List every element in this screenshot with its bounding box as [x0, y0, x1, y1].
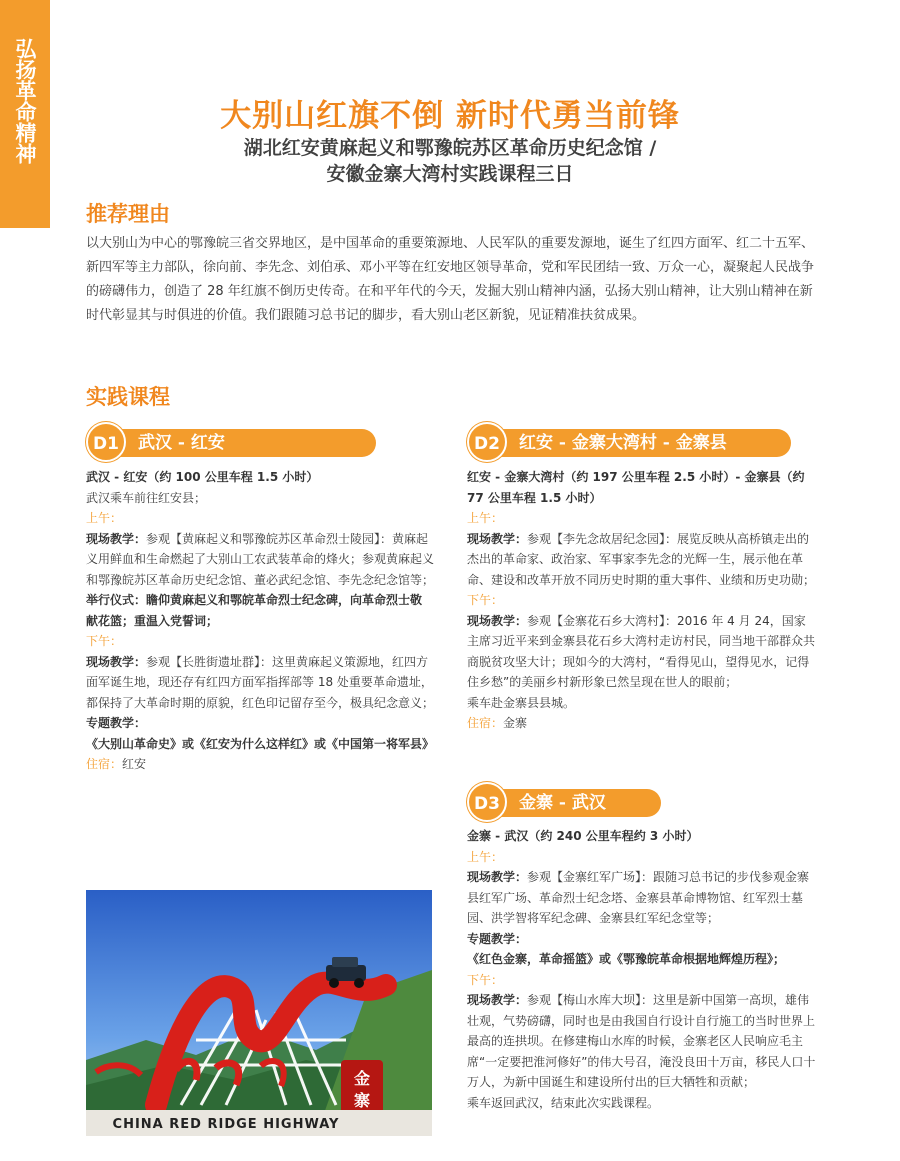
day1-item2: 举行仪式：瞻仰黄麻起义和鄂皖革命烈士纪念碑，向革命烈士敬献花篮；重温入党誓词；	[86, 593, 423, 628]
day3-pm: 下午：	[467, 972, 504, 987]
side-tab-label: 弘扬革命精神	[13, 38, 38, 164]
day3-am: 上午：	[467, 849, 504, 864]
day1-item3: 现场教学：参观【长胜街遗址群】：这里黄麻起义策源地，红四方面军诞生地，现还存有红四方面军指挥部等 18 处重要革命遗址，都保持了大革命时期的原貌，红色印记留存至今，极具纪念意义；	[86, 654, 435, 710]
day1-am: 上午：	[86, 511, 123, 525]
day1-content	[86, 467, 434, 775]
page-title: 大别山红旗不倒 新时代勇当前锋	[220, 98, 680, 134]
day2-title: 红安 - 金寨大湾村 - 金寨县	[491, 429, 791, 457]
sign-text: CHINA RED RIDGE HIGHWAY	[112, 1117, 340, 1132]
seal-char-2: 寨	[353, 1091, 371, 1110]
course-heading: 实践课程	[86, 384, 170, 409]
day3-content	[467, 826, 817, 1113]
day3-item3: 现场教学：参观【梅山水库大坝】：这里是新中国第一高坝，雄伟壮观，气势磅礴，同时也是由我国自行设计自行施工的当时世界上最高的连拱坝。在修建梅山水库的时候，金寨老区人民响应毛主席“一定要把淮河修好”的伟大号召，淹没良田十万亩，移民人口十万人，为新中国诞生和建设所付出的巨大牺牲和贡献；	[467, 993, 816, 1089]
day1-item4-label: 专题教学：	[86, 716, 147, 730]
day2-header	[467, 422, 797, 462]
day3-item2: 《红色金寨，革命摇篮》或《鄂豫皖革命根据地辉煌历程》；	[467, 952, 786, 966]
day2-item3: 乘车赴金寨县县城。	[467, 695, 576, 710]
photo-illustration	[86, 890, 432, 1136]
day1-header	[86, 422, 376, 462]
day3-badge: D3	[467, 782, 507, 822]
day2-stay: 住宿：金寨	[467, 716, 528, 730]
day3-title: 金寨 - 武汉	[491, 789, 661, 817]
red-ridge-highway-photo	[86, 890, 432, 1136]
day2-badge: D2	[467, 422, 507, 462]
day1-item1: 现场教学：参观【黄麻起义和鄂豫皖苏区革命烈士陵园】：黄麻起义用鲜血和生命燃起了大别山工农武装革命的烽火；参观黄麻起义和鄂豫皖苏区革命历史纪念馆、董必武纪念馆、李先念纪念馆等；	[86, 531, 435, 587]
reason-text: 以大别山为中心的鄂豫皖三省交界地区，是中国革命的重要策源地、人民军队的重要发源地，诞生了红四方面军、红二十五军、新四军等主力部队，徐向前、李先念、刘伯承、邓小平等在红安地区领导革命，党和军民团结一致、万众一心，凝聚起人民战争的磅礴伟力，创造了 28 年红旗不倒历史传奇。在和平年代的今天，发掘大别山精神内涵，弘扬大别山精神，让大别山精神在新时代彰显其与时俱进的价值。我们跟随习总书记的脚步，看大别山老区新貌，见证精准扶贫成果。	[86, 236, 815, 323]
day1-badge: D1	[86, 422, 126, 462]
day1-stay: 住宿：红安	[86, 757, 147, 771]
day1-title: 武汉 - 红安	[110, 429, 376, 457]
day1-depart: 武汉乘车前往红安县；	[86, 490, 207, 505]
day3-item2-label: 专题教学：	[467, 931, 528, 946]
day1-route: 武汉 - 红安（约 100 公里车程 1.5 小时）	[86, 470, 319, 484]
day1-pm: 下午：	[86, 634, 123, 648]
day3-item4: 乘车返回武汉，结束此次实践课程。	[467, 1095, 660, 1110]
seal-char-1: 金	[353, 1069, 371, 1088]
day3-item1: 现场教学：参观【金寨红军广场】：跟随习总书记的步伐参观金寨县红军广场、革命烈士纪念塔、金寨县革命博物馆、红军烈士墓园、洪学智将军纪念碑、金寨县红军纪念堂等；	[467, 870, 810, 925]
day2-am: 上午：	[467, 511, 504, 525]
day3-header	[467, 782, 667, 822]
page-subtitle-line1: 湖北红安黄麻起义和鄂豫皖苏区革命历史纪念馆 /	[243, 137, 657, 159]
day3-route: 金寨 - 武汉（约 240 公里车程约 3 小时）	[467, 829, 699, 843]
page-subtitle-line2: 安徽金寨大湾村实践课程三日	[326, 163, 574, 185]
reason-heading: 推荐理由	[86, 201, 170, 226]
day2-content	[467, 467, 817, 734]
day2-item2: 现场教学：参观【金寨花石乡大湾村】：2016 年 4 月 24，国家主席习近平来到金寨县花石乡大湾村走访村民，同当地干部群众共商脱贫攻坚大计；现如今的大湾村，“看得见山，望得见水，记得住乡愁”的美丽乡村新形象已然呈现在世人的眼前；	[467, 613, 816, 689]
day2-pm: 下午：	[467, 593, 504, 607]
day2-route: 红安 - 金寨大湾村（约 197 公里车程 2.5 小时）- 金寨县（约 77 公里车程 1.5 小时）	[467, 470, 805, 505]
day1-item4: 《大别山革命史》或《红安为什么这样红》或《中国第一将军县》	[86, 736, 435, 751]
day2-item1: 现场教学：参观【李先念故居纪念园】：展览反映从高桥镇走出的杰出的革命家、政治家、军事家李先念的光辉一生，展示他在革命、建设和改革开放不同历史时期的重大事件、业绩和历史功勋；	[467, 531, 816, 587]
